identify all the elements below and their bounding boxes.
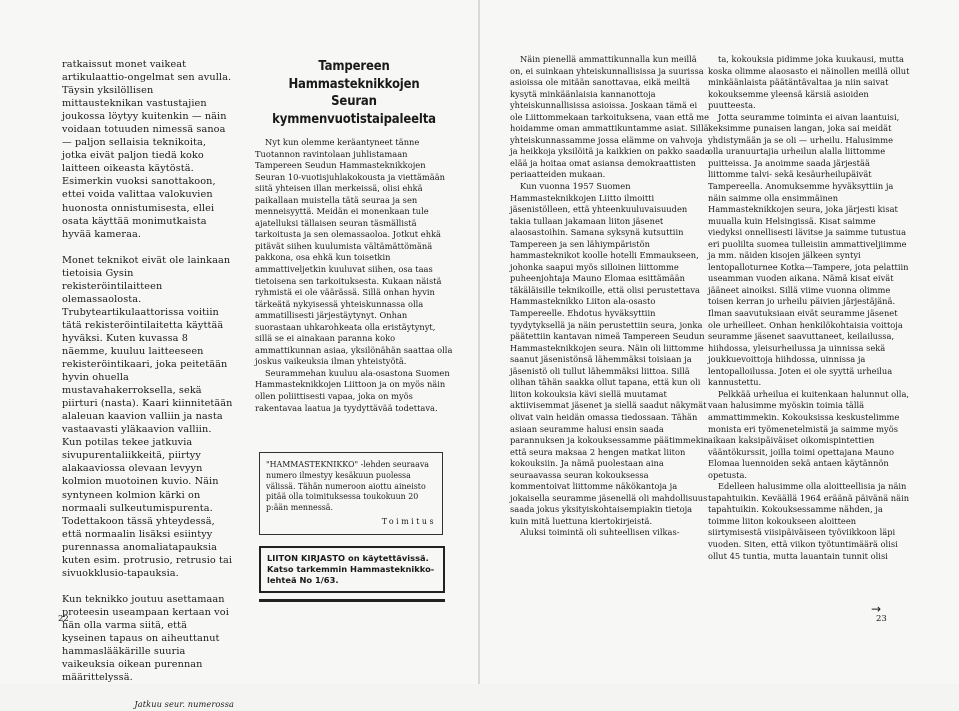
- library-announcement-box: LIITON KIRJASTO on käytettävissä. Katso tarkemmin Hammasteknikko-lehteä No 1/63.: [259, 546, 445, 593]
- paragraph: Näin pienellä ammattikunnalla kun meillä on, ei suinkaan yhteiskunnallisissa ja suurissa asioissa ole mitään sanottavaa, eikä meiltä kysytä minkäänlaisia kannanottoja yhteiskunnallisissa asioissa. Joskaan tämä ei ole Liittommekaan tarkoituksena, vaan että me hoidamme oman ammattikuntamme asiat. Sillä yhteiskunnassamme jossa elämme on vahvoja ja heikkoja yksilöitä ja kaikkien on pakko saada elää ja hoitaa omat asiansa demokraattisten periaatteiden mukaan.: [510, 54, 710, 180]
- notice-text: "HAMMASTEKNIKKO" -lehden seuraava numero ilmestyy kesäkuun puolessa välissä. Tähän numeroon aiottu aineisto pitää olla toimituksessa toukokuun 20 p:ään mennessä.: [266, 460, 429, 513]
- right-page-column-2: [708, 54, 910, 562]
- paragraph: Edelleen halusimme olla aloitteellisia ja näin tapahtuikin. Keväällä 1964 eräänä päivänä näin tapahtuikin. Kokouksessamme nähden, ja toimme liiton kokoukseen aloitteen siirtymisestä viisipäiväiseen työviikkoon läpi vuoden. Siten, että viikon työtuntimäärä olisi ollut 45 tuntia, mutta lauantain tunnit olisi: [708, 481, 910, 561]
- paragraph: Kun vuonna 1957 Suomen Hammasteknikkojen Liitto ilmoitti jäsenistölleen, että yhteenkuuluvaisuuden takia tullaan jakamaan liiton jäsenet alaosastoihin. Samana syksynä kutsuttiin Tampereen ja sen lähiympäristön hammasteknikot koolle hotelli Emmaukseen, johonka saapui myös silloinen liittomme puheenjohtaja Mauno Elomaa esittämään täkäläisille teknikoille, että olisi perustettava Hammasteknikko Liiton ala-osasto Tampereelle. Ehdotus hyväksyttiin tyydytyksellä ja näin perustettiin seura, jonka päätettiin kantavan nimeä Tampereen Seudun Hammasteknikkojen seura. Näin oli liittomme saanut jäsenistönsä lähemmäksi toisiaan ja jäsenistö oli tullut lähemmäksi liittoa. Sillä olihan tähän saakka ollut tapana, että kun oli liiton kokouksia kävi siellä muutamat aktiivisemmat jäsenet ja siellä saadut näkymät olivat vain heidän omassa tiedossaan. Tähän asiaan seuramme halusi ensin saada parannuksen ja kokouksessamme päätimmekin että seura maksaa 2 hengen matkat liiton kokouksiin. Ja nämä puolestaan aina seuraavassa seuran kokouksessa kommentoivat liittomme näkökantoja ja jokaisella seuramme jäsenellä oli mahdollisuus saada jokus yksityiskohtaisempiakin tietoja kuin mitä luettuna kiertokirjeistä.: [510, 181, 709, 526]
- paragraph: Nyt kun olemme keräantyneet tänne Tuotannon ravintolaan juhlistamaan Tampereen Seudun Hammasteknikkojen Seuran 10-vuotisjuhlakokousta ja viettämään siitä yhteisen illan merkeissä, olisi ehkä paikallaan muistella tätä seuraa ja sen menneisyyttä. Meidän ei monenkaan tule ajatelluksi tällaisen seuran täsmällistä tarkoitusta ja sen olemassaoloa. Jotkut ehkä pitävät siihen kuulumista vältämättömänä pakkona, osa ehkä kun toisetkin ammattiveljetkin kuuluvat siihen, osa taas tietoisena sen tarkoituksesta. Kukaan näistä ryhmistä ei ole väärässä. Sillä onhan hyvin tärkeätä nykyisessä yhteiskunnassa olla ammatillisesti järjestäytynyt. Onhan suorastaan uhkarohkeata olla eristäytynyt, sillä se ei ainakaan paranna koko ammattikunnan asiaa, yksilönähän saattaa olla joskus vaikeuksia ilman yhteistyötä.: [255, 137, 453, 367]
- paragraph: Monet teknikot eivät ole lainkaan tietoisia Gysin rekisteröintilaitteen olemassaolosta. Trubyteartikulaattorissa voitiin tätä rekisteröintilaitetta käyttää hyväksi. Kuten kuvassa 8 näemme, kuuluu laitteeseen rekisteröintikaari, joka peitetään hyvin ohuella mustavahakerroksella, sekä piirturi (nasta). Kaari kiinnitetään alaleuan kaavion valliin ja nasta vastaavasti yläkaavion valliin. Kun potilas tekee jatkuvia sivupurentaliikkeitä, piirtyy alakaaviossa olevaan levyyn kolmion muotoinen kuvio. Näin syntyneen kolmion kärki on normaali sulkeutumispurenta. Todettakoon tässä yhteydessä, että normaalin lisäksi esiintyy purennassa anomaliatapauksia kuten esim. protrusio, retrusio tai sivuokklusio-tapauksia.: [62, 254, 233, 579]
- paragraph: Aluksi toimintä oli suhteellisen vilkas-: [520, 527, 680, 538]
- paragraph: Kun teknikko joutuu asettamaan proteesin useampaan kertaan voi hän olla varma siitä, että kyseinen tapaus on aiheuttanut hammaslääkärille suuria vaikeuksia oikean purennan määrittelyssä.: [62, 593, 229, 684]
- center-column-article: [255, 58, 453, 414]
- left-column-article-continuation: [62, 58, 234, 711]
- paragraph: ratkaissut monet vaikeat artikulaattio-ongelmat sen avulla. Täysin yksilöllisen mittausteknikan vastustajien joukossa löytyy kuitenkin — näin voidaan totuuden nimessä sanoa — paljon sellaisia teknikoita, jotka eivät paljon tiedä koko laitteen oikeasta käytöstä. Esimerkin vuoksi sanottakoon, ettei voida valittaa valokuvien huonosta onnistumisesta, ellei osata käyttää monimutkaista hyvää kameraa.: [62, 59, 232, 240]
- article-title: Tampereen Hammasteknikkojen Seuran kymmenvuotistaipaleelta: [272, 58, 436, 127]
- page-number-right: 23: [876, 614, 887, 624]
- page-number-left: 22: [58, 614, 69, 624]
- continue-arrow-icon: →: [871, 602, 882, 616]
- right-page-column-1: [510, 54, 710, 539]
- paragraph: Jotta seuramme toiminta ei aivan laantuisi, keksimme punaisen langan, joka sai meidät yhdistymään ja se oli — urheilu. Halusimme olla uranuurtajia urheilun alalla liittomme puitteissa. Ja anoimme saada järjestää liittomme talvi- sekä kesäurheilupäivät Tampereella. Anomuksemme hyväksyttiin ja näin saimme olla ensimmäinen Hammasteknikkojen seura, joka järjesti kisat muualla kuin Helsingissä. Kisat saimme viedyksi onnellisesti lävitse ja saimme tutustua eri puolilta suomea tulleisiin ammattiveljiimme ja mm. näiden kisojen jälkeen syntyi lentopalloturnee Kotka—Tampere, jota pelattiin useamman vuoden aikana. Nämä kisat eivät jääneet ainoiksi. Sillä viime vuonna olimme toisen kerran jo urheilu päivien järjestäjänä. Ilman saavutuksiaan eivät seuramme jäsenet ole urheilleet. Onhan henkilökohtaisia voittoja seuramme jäsenet saavuttaneet, keilailussa, hiihdossa, yleisurheilussa ja uinnissa sekä joukkuevoittoja hiihdossa, uinnissa ja lentopalloilussa. Joten ei ole syyttä urheilua kannustettu.: [708, 111, 909, 388]
- left-page: [0, 0, 478, 710]
- continued-note: Jatkuu seur. numerossa: [134, 699, 234, 710]
- announcement-rule: [259, 599, 445, 602]
- paragraph: Seurammehan kuuluu ala-osastona Suomen Hammasteknikkojen Liittoon ja on myös näin ollen poliittisesti vapaa, joka on myös rakentavaa laatua ja tyydyttävää todettava.: [255, 367, 450, 413]
- notice-signoff: Toimitus: [381, 516, 436, 526]
- paragraph: ta, kokouksia pidimme joka kuukausi, mutta koska olimme alaosasto ei näinollen meillä ollut minkäänlaista päätäntävaltaa ja niin saivat kokouksemme yleensä kärsiä asioiden puutteesta.: [708, 54, 910, 111]
- paragraph: Pelkkää urheilua ei kuitenkaan halunnut olla, vaan halusimme myöskin toimia tällä ammattimmekin. Kokouksissa keskustelimme monista eri työmenetelmistä ja saimme myös aikaan kaksipäiväiset oikomispintettien vääntökurssit, joilla toimi opettajana Mauno Elomaa luennoiden sekä antaen käytännön opetusta.: [708, 388, 910, 480]
- editorial-notice-box: [259, 452, 443, 535]
